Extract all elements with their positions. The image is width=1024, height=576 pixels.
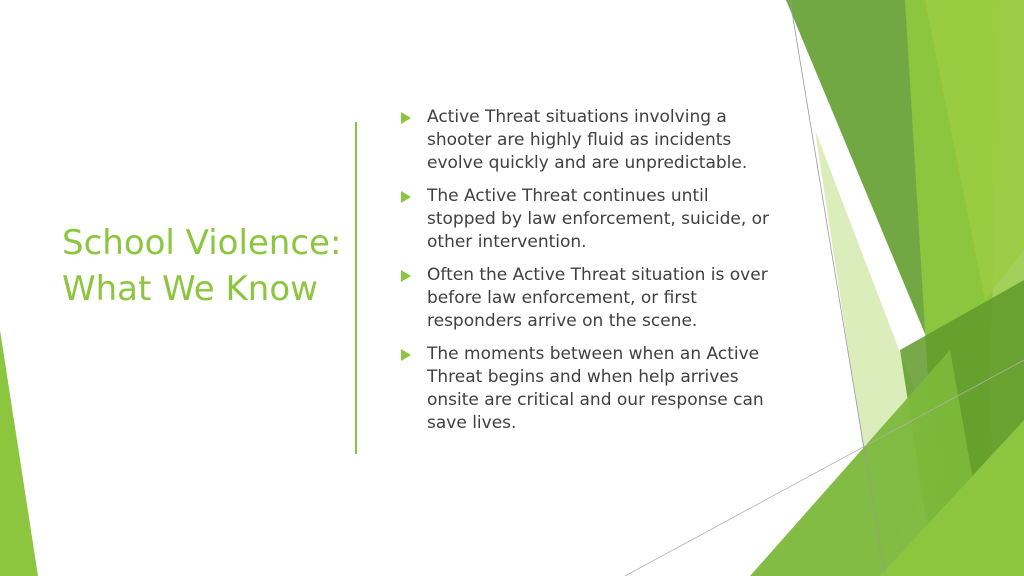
triangle-bullet-icon: [401, 112, 411, 124]
slide-title: School Violence: What We Know: [62, 223, 342, 309]
bullet-text: The moments between when an Active Threat begins and when help arrives onsite are critical and our response can save lives.: [427, 344, 764, 433]
triangle-bullet-icon: [401, 191, 411, 203]
triangle-bullet-icon: [401, 270, 411, 282]
bullet-list: [398, 106, 778, 445]
left-edge-accent: [0, 330, 38, 576]
bullet-text: Active Threat situations involving a shooter are highly fluid as incidents evolve quickly and are unpredictable.: [427, 107, 748, 173]
bullet-item: [398, 185, 778, 254]
vertical-divider: [355, 122, 357, 454]
bullet-item: [398, 106, 778, 175]
bullet-text: Often the Active Threat situation is over before law enforcement, or first responders arrive on the scene.: [427, 265, 768, 331]
bullet-item: [398, 343, 778, 435]
bullet-text: The Active Threat continues until stopped by law enforcement, suicide, or other intervention.: [427, 186, 770, 252]
bullet-item: [398, 264, 778, 333]
triangle-bullet-icon: [401, 349, 411, 361]
